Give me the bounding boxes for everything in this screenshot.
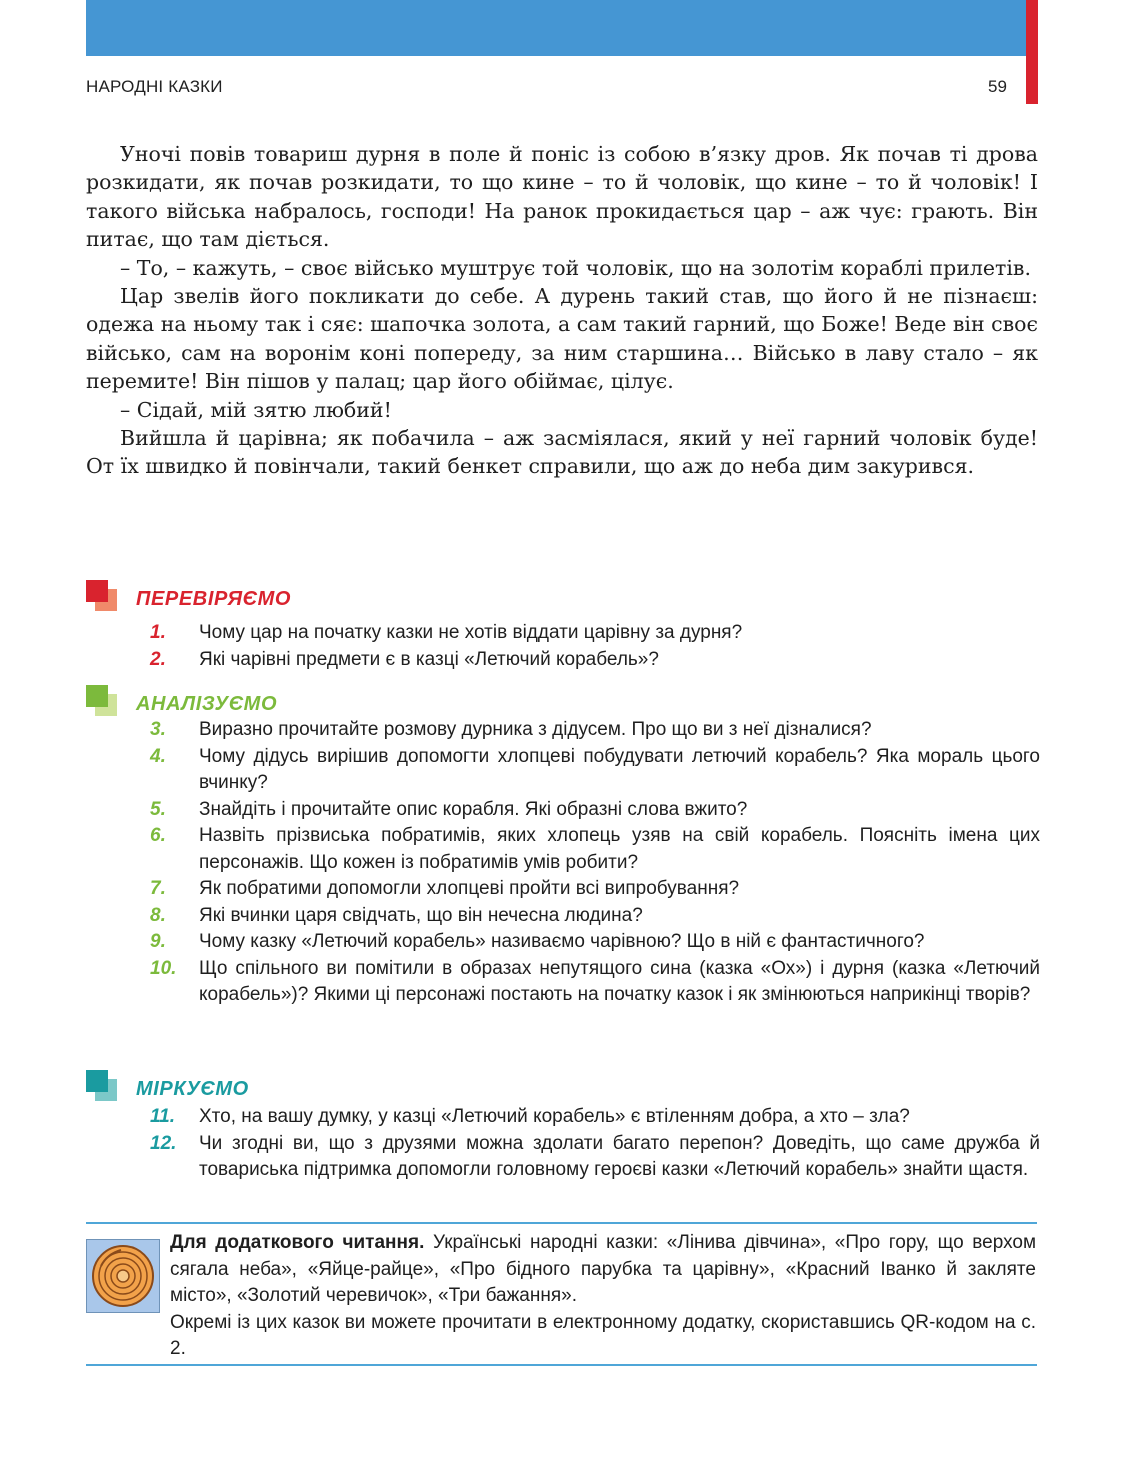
question-text: Хто, на вашу думку, у казці «Летючий корабель» є втіленням добра, а хто – зла?	[199, 1106, 910, 1127]
question-text: Чому дідусь вирішив допомогти хлопцеві побудувати летючий корабель? Яка мораль цього вчинку?	[199, 745, 1040, 793]
section-marker-icon	[86, 1070, 108, 1092]
extra-reading-label: Для додаткового читання.	[170, 1232, 425, 1253]
section-analyze-heading	[86, 685, 486, 721]
question-item	[150, 797, 1040, 824]
question-item	[150, 929, 1040, 956]
audio-disc-icon	[86, 1239, 160, 1313]
question-number: 7.	[150, 878, 166, 899]
question-text: Що спільного ви помітили в образах непутящого сина (казка «Ох») і дурня (казка «Летючий корабель»)? Якими ці персонажі постають на початку казок і як змінюються наприкінці творів?	[199, 957, 1040, 1005]
section-title: ПЕРЕВІРЯЄМО	[136, 588, 292, 610]
question-item	[150, 956, 1040, 1009]
question-text: Знайдіть і прочитайте опис корабля. Які образні слова вжито?	[199, 798, 748, 820]
question-number: 12.	[150, 1132, 177, 1154]
section-title: МІРКУЄМО	[136, 1078, 249, 1100]
question-number: 10.	[150, 957, 177, 979]
box-top-rule	[86, 1222, 1037, 1224]
question-number: 9.	[150, 931, 166, 952]
question-item	[150, 717, 1040, 744]
question-number: 6.	[150, 825, 166, 846]
question-number: 4.	[150, 745, 166, 767]
question-list-check	[150, 620, 1040, 673]
question-item	[150, 903, 1040, 930]
question-text: Які чарівні предмети є в казці «Летючий корабель»?	[199, 648, 659, 670]
story-paragraph: – То, – кажуть, – своє військо муштрує той чоловік, що на золотім кораблі прилетів.	[120, 255, 1031, 280]
extra-reading-text	[170, 1230, 1036, 1363]
story-paragraph: Уночі повів товариш дурня в поле й поніс із собою в’язку дров. Як почав ті дрова розкидати, як почав розкидати, то що кине – то й чоловік, що кине – то й чоловік! І такого війська набралось, господи! На ранок прокидається цар – аж чує: грають. Він питає, що там діється.	[86, 142, 1038, 252]
question-list-think	[150, 1104, 1040, 1184]
box-bottom-rule	[86, 1364, 1037, 1366]
question-number: 1.	[150, 622, 166, 643]
question-text: Як побратими допомогли хлопцеві пройти всі випробування?	[199, 878, 740, 899]
question-text: Виразно прочитайте розмову дурника з дідусем. Про що ви з неї дізналися?	[199, 719, 872, 740]
page-number: 59	[988, 77, 1007, 96]
story-text	[86, 140, 1038, 481]
question-number: 11.	[150, 1106, 176, 1127]
page-edge-marker	[1026, 0, 1038, 104]
running-header-title: НАРОДНІ КАЗКИ	[86, 77, 223, 96]
section-marker-icon	[86, 580, 108, 602]
story-paragraph: – Сідай, мій зятю любий!	[120, 397, 392, 422]
question-item	[150, 647, 1040, 674]
section-check-heading	[86, 580, 486, 616]
question-item	[150, 620, 1040, 647]
question-item	[150, 876, 1040, 903]
question-item	[150, 823, 1040, 876]
question-text: Які вчинки царя свідчать, що він нечесна людина?	[199, 904, 643, 926]
section-think-heading	[86, 1070, 486, 1106]
extra-reading-note: Окремі із цих казок ви можете прочитати в електронному додатку, скориставшись QR-кодом на с. 2.	[170, 1311, 1036, 1359]
question-item	[150, 1131, 1040, 1184]
question-text: Чому цар на початку казки не хотів віддати царівну за дурня?	[199, 622, 743, 643]
question-item	[150, 744, 1040, 797]
story-paragraph: Вийшла й царівна; як побачила – аж засміялася, який у неї гарний чоловік буде! От їх швидко й повінчали, такий бенкет справили, що аж до неба дим закурився.	[86, 426, 1038, 479]
question-text: Назвіть прізвиська побратимів, яких хлопець узяв на свій корабель. Поясніть імена цих персонажів. Що кожен із побратимів умів робити?	[199, 825, 1040, 873]
question-number: 3.	[150, 719, 166, 740]
question-text: Чому казку «Летючий корабель» називаємо чарівною? Що в ній є фантастичного?	[199, 931, 925, 952]
story-paragraph: Цар звелів його покликати до себе. А дурень такий став, що його й не пізнаєш: одежа на ньому так і сяє: шапочка золота, а сам такий гарний, що Боже! Веде він своє військо, сам на воронім коні попереду, за ним старшина… Військо в лаву стало – як перемите! Він пішов у палац; цар його обіймає, цілує.	[86, 284, 1038, 394]
extra-reading-list: Українські народні казки: «Лінива дівчина», «Про гору, що верхом сягала неба», «Яйце-райце», «Про бідного парубка та царівну», «Красний Іванко й закляте місто», «Золотий черевичок», «Три бажання».	[170, 1232, 1037, 1306]
top-color-band	[86, 0, 1026, 56]
section-title: АНАЛІЗУЄМО	[136, 693, 278, 715]
question-text: Чи згодні ви, що з друзями можна здолати багато перепон? Доведіть, що саме дружба й товариська підтримка допомогли головному героєві казки «Летючий корабель» знайти щастя.	[199, 1132, 1040, 1180]
question-item	[150, 1104, 1040, 1131]
question-number: 8.	[150, 904, 166, 926]
question-number: 2.	[150, 648, 166, 670]
question-list-analyze	[150, 717, 1040, 1009]
section-marker-icon	[86, 685, 108, 707]
question-number: 5.	[150, 798, 166, 820]
